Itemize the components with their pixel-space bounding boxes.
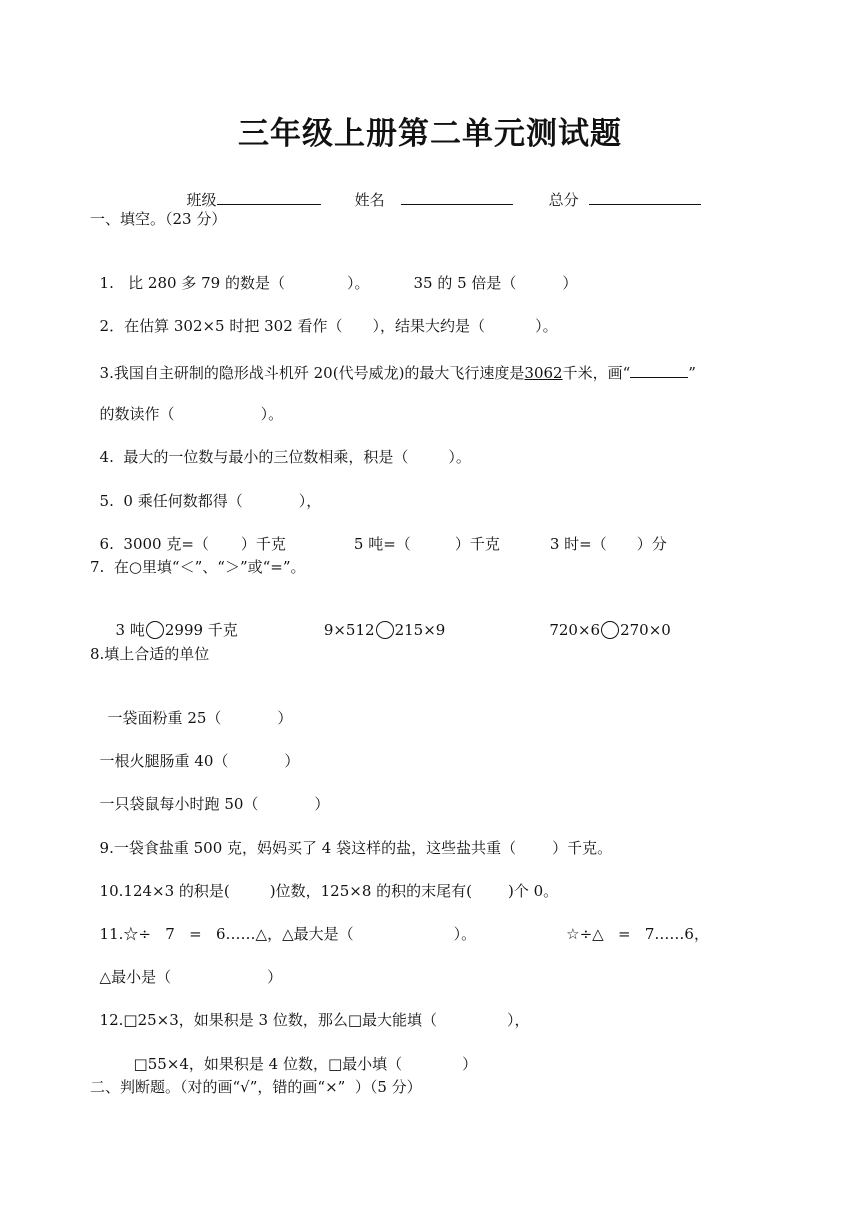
question-7: 7. 在○里填“＜”、“＞”或“=”。	[90, 558, 306, 576]
question-12-cont: □55×4，如果积是 4 位数，□最小填（ ）	[133, 1055, 478, 1073]
question-3: 3.我国自主研制的隐形战斗机歼 20(代号威龙)的最大飞行速度是3062千米，画“ ”	[90, 340, 696, 383]
question-3-cont: 的数读作（ ）。	[99, 405, 284, 423]
question-6: 6. 3000 克=（ ）千克 5 吨=（ ）千克 3 时=（ ）分	[99, 535, 667, 553]
compare-circle-2[interactable]	[376, 621, 394, 639]
question-8-item-1: 一袋面粉重 25（ ）	[107, 709, 293, 727]
question-2: 2．在估算 302×5 时把 302 看作（ ），结果大约是（ ）。	[99, 317, 558, 335]
question-8-item-3: 一只袋鼠每小时跑 50（ ）	[99, 795, 330, 813]
class-field[interactable]	[217, 187, 321, 205]
section-true-false-heading: 二、判断题。（对的画“√”，错的画“×” ）（5 分）	[90, 1078, 422, 1096]
question-11: 11.☆÷ 7 = 6……△，△最大是（ ）。 ☆÷△ = 7……6，	[99, 925, 709, 943]
score-label: 总分	[548, 191, 579, 209]
compare-circle-1[interactable]	[146, 621, 164, 639]
underlined-number: 3062	[524, 364, 563, 382]
page-title: 三年级上册第二单元测试题	[238, 116, 622, 152]
question-5: 5. 0 乘任何数都得（ ），	[99, 492, 322, 510]
question-4: 4. 最大的一位数与最小的三位数相乘，积是（ ）。	[99, 448, 471, 466]
question-7-items: 3 吨 2999 千克 9×512 215×9 720×6 270×0	[115, 621, 671, 639]
section-fill-blanks-heading: 一、填空。（23 分）	[90, 210, 227, 228]
class-label: 班级	[186, 191, 217, 209]
q3-blank[interactable]	[630, 360, 688, 378]
question-9: 9.一袋食盐重 500 克，妈妈买了 4 袋这样的盐，这些盐共重（ ）千克。	[99, 839, 613, 857]
name-label: 姓名	[354, 191, 385, 209]
compare-circle-3[interactable]	[601, 621, 619, 639]
question-8-title: 8.填上合适的单位	[90, 645, 210, 663]
question-8-item-2: 一根火腿肠重 40（ ）	[99, 752, 300, 770]
question-1: 1. 比 280 多 79 的数是（ ）。 35 的 5 倍是（ ）	[99, 274, 578, 292]
question-11-cont: △最小是（ ）	[99, 968, 283, 986]
score-field[interactable]	[589, 187, 701, 205]
question-12: 12.□25×3，如果积是 3 位数，那么□最大能填（ ），	[99, 1011, 530, 1029]
name-field[interactable]	[401, 187, 513, 205]
question-10: 10.124×3 的积是( )位数，125×8 的积的末尾有( )个 0。	[99, 882, 559, 900]
student-info-row	[177, 167, 701, 210]
